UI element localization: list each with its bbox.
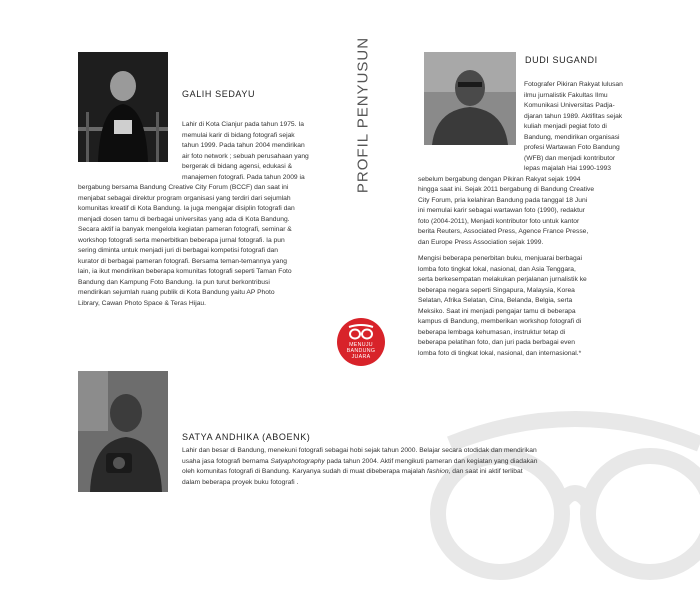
dudi-bio-line: Meksiko. Saat ini menjadi pengajar tamu di beberapa	[418, 307, 576, 315]
galih-bio-line: tahun 1999. Pada tahun 2004 mendirikan	[182, 142, 305, 149]
section-title	[343, 36, 383, 194]
dudi-bio-line: ilmu jurnalistik Fakultas Ilmu	[524, 91, 608, 99]
dudi-bio-line: djaran tahun 1989. Aktifitas sejak	[524, 112, 623, 120]
galih-bio-line: kurator di berbagai pameran fotografi. Bersama teman-temannya yang	[78, 257, 287, 265]
satya-bio-text: usaha jasa fotografi bernama	[182, 457, 271, 465]
galih-bio	[78, 120, 340, 309]
galih-bio-line: workshop fotografi serta menerbitkan beberapa jurnal fotografi. Ia pun	[78, 236, 285, 244]
badge-line: BANDUNG	[346, 348, 376, 354]
satya-bio-line: Lahir dan besar di Bandung, menekuni fotografi sebagai hobi sejak tahun 2000. Belajar secara otodidak dan mendirikan	[182, 447, 537, 454]
dudi-bio-line: berita Reuters, Associated Press, Agence France Presse,	[418, 228, 589, 235]
dudi-bio-line: beberapa negara seperti Singapura, Malaysia, Korea	[418, 286, 575, 294]
galih-bio-line: Library, Cawan Photo Space & Teras Hijau.	[78, 299, 206, 307]
dudi-bio-line: foto (2004-2011), Menjadi kontributor foto untuk kantor	[418, 217, 580, 225]
menuju-bandung-juara-badge	[337, 318, 385, 366]
section-title-text: PROFIL PENYUSUN	[354, 36, 372, 194]
satya-bio	[182, 446, 612, 488]
dudi-bio-line: lomba foto di tingkat lokal, nasional, dan internasional.*	[418, 349, 582, 357]
galih-bio-line: memulai karir di bidang fotografi sejak	[182, 131, 295, 139]
portrait-icon	[78, 371, 168, 492]
glasses-icon	[347, 324, 375, 340]
galih-bio-line: mendirikan sejumlah ruang publik di Kota Bandung yaitu AP Photo	[78, 289, 275, 296]
satya-bio-italic: Satyaphotography	[270, 457, 325, 465]
dudi-bio-line: Selatan, Afrika Selatan, Cina, Belanda, Belgia, serta	[418, 297, 573, 304]
satya-bio-line	[182, 457, 612, 468]
dudi-bio-line: dan Europe Press Association sejak 1999.	[418, 238, 544, 246]
dudi-bio-line: (WFB) dan menjadi kontributor	[524, 154, 616, 162]
dudi-bio-line: Bandung, mendirikan organisasi	[524, 133, 620, 141]
badge-line: JUARA	[351, 354, 371, 360]
galih-bio-line: Secara aktif ia banyak mengelola kegiatan pameran fotografi, seminar &	[78, 226, 292, 233]
galih-bio-line: manajemen fotografi. Pada tahun 2009 ia	[182, 173, 305, 181]
dudi-bio-line: beberapa lembaga kehumasan, instruktur tetap di	[418, 328, 566, 336]
galih-bio-line: menjadi dosen tamu di berbagai universitas yang ada di Kota Bandung.	[78, 215, 290, 223]
satya-bio-line	[182, 467, 612, 478]
dudi-bio-line: Mengisi beberapa penerbitan buku, menjuarai berbagai	[418, 255, 582, 262]
satya-bio-line: dalam beberapa proyek buku fotografi .	[182, 478, 299, 486]
dudi-bio-line: City Forum, pria kelahiran Bandung pada tanggal 18 Juni	[418, 196, 588, 204]
dudi-bio-line: beberapa pelatihan foto, dan juri pada berbagai even	[418, 339, 575, 346]
dudi-bio-line: Fotografer Pikiran Rakyat lulusan	[524, 81, 623, 88]
glasses-watermark-icon	[410, 384, 700, 614]
dudi-bio-line: lepas majalah Hai 1990-1993	[524, 165, 611, 172]
dudi-bio-line: sebelum bergabung dengan Pikiran Rakyat sejak 1994	[418, 175, 581, 183]
galih-bio-line: Bandung dan Kampung Foto Bandung. Ia pun turut berkontribusi	[78, 278, 270, 286]
galih-name: GALIH SEDAYU	[182, 89, 256, 99]
dudi-bio	[418, 80, 650, 359]
badge-line: MENUJU	[349, 342, 373, 348]
satya-photo	[78, 371, 168, 492]
galih-bio-line: komunitas kreatif di Kota Bandung. Ia juga mengajar disiplin fotografi dan	[78, 205, 295, 212]
galih-bio-line: menjabat sebagai direktur program organisasi yang terdiri dari sejumlah	[78, 194, 291, 202]
dudi-bio-line: ini memulai karir sebagai wartawan foto (1990), redaktur	[418, 207, 585, 214]
dudi-bio-line: kuliah menjadi pegiat foto di	[524, 123, 607, 130]
galih-bio-line: Lahir di Kota Cianjur pada tahun 1975. Ia	[182, 121, 304, 128]
satya-bio-text: pada tahun 2004. Aktif mengikuti pameran dan kegiatan yang diadakan	[324, 457, 538, 465]
dudi-bio-line: hingga saat ini. Sejak 2011 bergabung di Bandung Creative	[418, 186, 595, 193]
satya-bio-text: dan saat ini aktif terlibat	[450, 468, 523, 475]
dudi-bio-line: profesi Wartawan Foto Bandung	[524, 144, 620, 151]
galih-bio-line: air foto network ; sebuah perusahaan yang	[182, 152, 309, 160]
satya-bio-text: oleh komunitas fotografi di Bandung. Karyanya sudah di muat dibeberapa majalah	[182, 468, 427, 475]
galih-bio-line: sering diminta untuk menjadi juri di berbagai kompetisi fotografi dan	[78, 247, 278, 254]
dudi-bio-line: serta berkesempatan melakukan perjalanan jurnalistik ke	[418, 276, 587, 283]
dudi-name: DUDI SUGANDI	[525, 55, 598, 65]
galih-bio-line: bergabung bersama Bandung Creative City Forum (BCCF) dan saat ini	[78, 184, 289, 191]
galih-bio-line: bergerak di bidang agensi, edukasi &	[182, 163, 293, 170]
satya-bio-italic: fashion,	[427, 468, 451, 475]
dudi-bio-line: kampus di Bandung, memberikan workshop fotografi di	[418, 318, 582, 325]
dudi-bio-line: lomba foto tingkat lokal, nasional, dan Asia Tenggara,	[418, 265, 576, 273]
dudi-bio-line: Komunikasi Universitas Padja-	[524, 102, 615, 109]
satya-name: SATYA ANDHIKA (ABOENK)	[182, 432, 311, 442]
galih-bio-line: lain, ia ikut mendirikan beberapa komunitas fotografi seperti Taman Foto	[78, 268, 292, 275]
